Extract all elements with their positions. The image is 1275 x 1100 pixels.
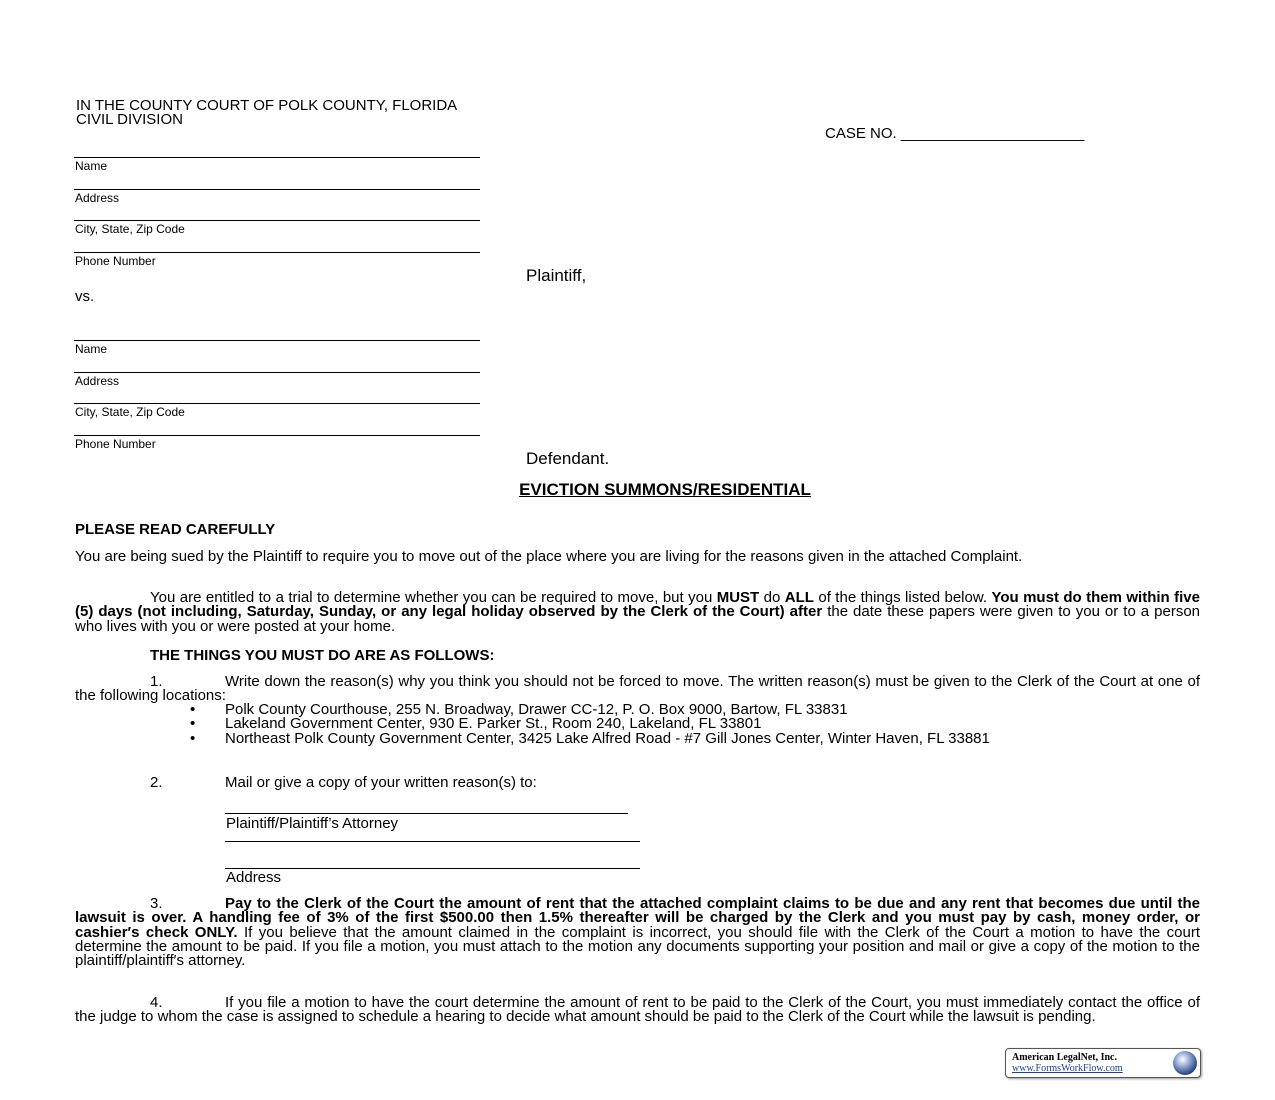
plaintiff-phone-line[interactable] (74, 252, 480, 253)
globe-icon (1173, 1051, 1197, 1075)
defendant-address-label: Address (75, 374, 120, 388)
item-2-text: Mail or give a copy of your written reason(s) to: (225, 774, 537, 791)
versus: vs. (75, 288, 95, 305)
logo-url-link[interactable]: www.FormsWorkFlow.com (1012, 1063, 1123, 1074)
locations-list (190, 703, 1200, 746)
address-line-1[interactable] (225, 841, 640, 842)
court-name: IN THE COUNTY COURT OF POLK COUNTY, FLORIDA (76, 97, 458, 114)
attorney-name-line[interactable] (225, 813, 628, 814)
defendant-phone-label: Phone Number (75, 437, 156, 451)
intro-paragraph: You are being sued by the Plaintiff to require you to move out of the place where you are living for the reasons given in the attached Complaint. (75, 548, 1023, 565)
defendant-address-line[interactable] (74, 372, 480, 373)
item-2-number: 2. (150, 774, 163, 791)
american-legalnet-logo[interactable] (1005, 1048, 1201, 1078)
plaintiff-name-label: Name (75, 159, 108, 173)
defendant-city-label: City, State, Zip Code (75, 405, 185, 419)
list-item: • Polk County Courthouse, 255 N. Broadway, Drawer CC-12, P. O. Box 9000, Bartow, FL 33831 (190, 701, 848, 718)
plaintiff-city-label: City, State, Zip Code (75, 222, 185, 236)
plaintiff-phone-label: Phone Number (75, 254, 156, 268)
list-item: • Northeast Polk County Government Center, 3425 Lake Alfred Road - #7 Gill Jones Center, Winter Haven, FL 33881 (190, 729, 990, 747)
plaintiff-name-line[interactable] (74, 157, 480, 158)
defendant-role: Defendant. (526, 449, 610, 468)
defendant-city-line[interactable] (74, 403, 480, 404)
things-heading: THE THINGS YOU MUST DO ARE AS FOLLOWS: (150, 647, 495, 664)
document-title: EVICTION SUMMONS/RESIDENTIAL (519, 480, 811, 499)
list-item: • Lakeland Government Center, 930 E. Parker St., Room 240, Lakeland, FL 33801 (190, 715, 762, 733)
item-4: 4. If you file a motion to have the court determine the amount of rent to be paid to the Clerk of the Court, you must immediately contact the office of the judge to whom the case is assigned to schedule a hearing to decide what amount should be paid to the Clerk of the Court while the lawsuit is pending. (75, 994, 1200, 1026)
plaintiff-city-line[interactable] (74, 220, 480, 221)
address-label: Address (226, 869, 282, 886)
case-number: CASE NO. ______________________ (825, 125, 1085, 142)
entitled-paragraph: You are entitled to a trial to determine whether you can be required to move, but you MUST do ALL of the things listed below. You must do them within five (5) days (not including, Saturday, Sunday, or any legal holiday observed by the Clerk of the Court) after the date these papers were given to you or to a person who lives with you or were posted at your home. (75, 589, 1201, 635)
defendant-phone-line[interactable] (74, 435, 480, 436)
plaintiff-address-line[interactable] (74, 189, 480, 190)
plaintiff-address-label: Address (75, 191, 120, 205)
item-1: 1. Write down the reason(s) why you think you should not be forced to move. The written reason(s) must be given to the Clerk of the Court at one of the following locations: (75, 673, 1200, 705)
defendant-name-label: Name (75, 342, 108, 356)
attorney-label: Plaintiff/Plaintiff’s Attorney (226, 815, 399, 832)
plaintiff-role: Plaintiff, (526, 266, 587, 285)
item-3: 3. Pay to the Clerk of the Court the amount of rent that the attached complaint claims to be due and any rent that becomes due until the lawsuit is over. A handling fee of 3% of the first $500.00 then 1.5% thereafter will be charged by the Clerk and you must pay by cash, money order, or cashier′s check ONLY. If you believe that the amount claimed in the complaint is incorrect, you should file with the Clerk of the Court a motion to have the court determine the amount to be paid. If you file a motion, you must attach to the motion any documents supporting your position and mail or give a copy of the motion to the plaintiff/plaintiff′s attorney. (75, 895, 1201, 970)
defendant-name-line[interactable] (74, 340, 480, 341)
court-division: CIVIL DIVISION (76, 111, 183, 128)
please-read-heading: PLEASE READ CAREFULLY (75, 521, 276, 538)
logo-name: American LegalNet, Inc. (1012, 1052, 1117, 1063)
address-line-2[interactable] (225, 868, 640, 869)
